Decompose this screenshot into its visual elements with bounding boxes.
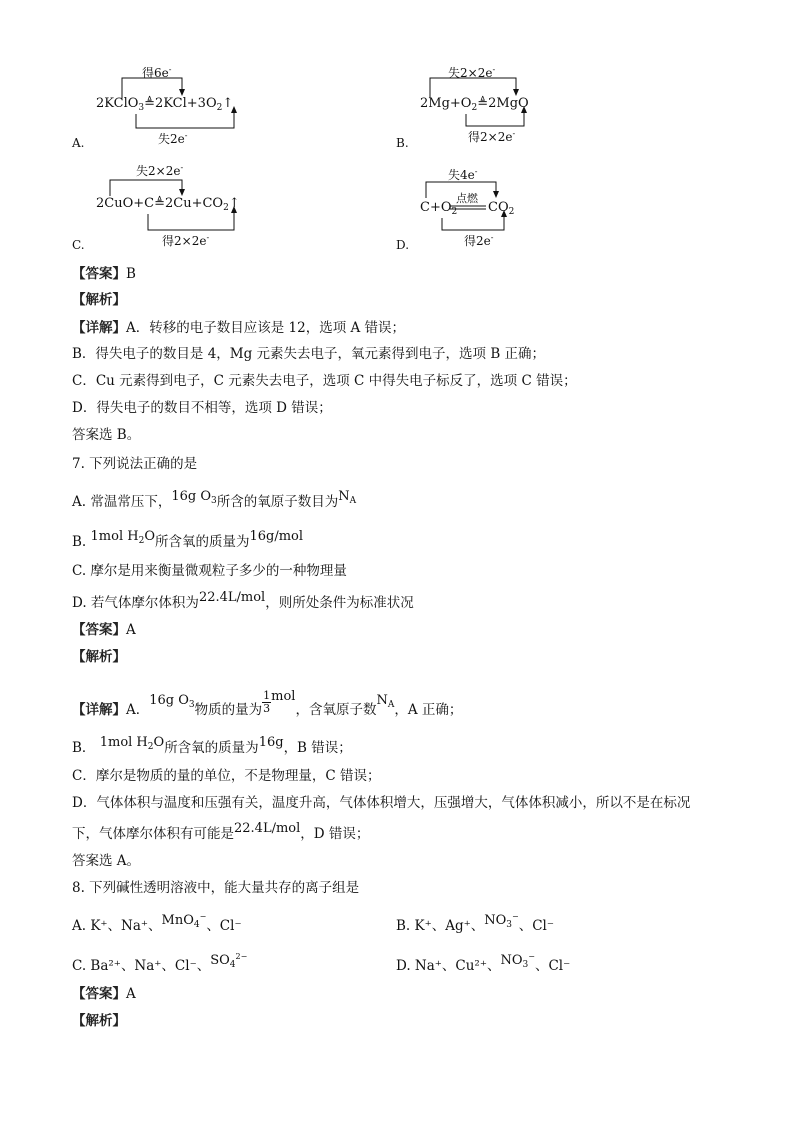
q7-answer: 【答案】A [72,622,136,638]
q7-detail-d-line1: D．气体体积与温度和压强有关，温度升高，气体体积增大，压强增大，气体体积减小，所以不是在标况 [72,795,691,811]
diagram-a-equation: $2KClO_3≜2KCl+3O_2↑$ [96,96,234,113]
q6-detail-a: 【详解】A．转移的电子数目应该是 12，选项 A 错误； [72,320,406,336]
q8-option-b: B. K⁺、Ag⁺、$NO_3^-$、Cl⁻ [396,912,554,934]
diagram-c-bottom-label: 得2×2e- [162,233,210,248]
diagram-d-reactants: $C+O_2$ [420,200,458,217]
q6-analysis-tag: 【解析】 [72,292,126,308]
q7-stem: 7. 下列说法正确的是 [72,456,198,472]
diagram-b-equation: $2Mg+O_2≜2MgO$ [420,96,529,113]
diagram-a-top-label: 得6e- [142,65,172,80]
q6-answer: 【答案】B [72,266,136,282]
diagram-a-bottom-label: 失2e- [158,131,188,146]
q6-final: 答案选 B。 [72,427,141,443]
diagram-c-equation: $2CuO+C≜2Cu+CO_2↑$ [96,196,240,213]
diagram-b [420,62,620,152]
diagram-d-condition: 点燃 [456,192,478,205]
q7-analysis-tag: 【解析】 [72,649,126,665]
q8-answer: 【答案】A [72,986,136,1002]
diagram-a [96,62,296,152]
diagram-a-option: A. [72,136,85,150]
q7-option-b: B. 1mol $H_2O$所含氧的质量为16g/mol [72,529,304,550]
q7-final: 答案选 A。 [72,853,141,869]
q7-detail-a: 【详解】A．16g $O_3$物质的量为 $\frac{1}{3}$ mol，含氧原子数$N_A$，A 正确； [72,689,463,718]
q7-detail-b: B． 1mol $H_2O$所含氧的质量为16g，B 错误； [72,735,352,756]
q7-option-a: A. 常温常压下，16g $O_3$所含的氧原子数目为$N_A$ [72,489,357,510]
q8-option-c: C. Ba²⁺、Na⁺、Cl⁻、$SO_4^{2-}$ [72,952,248,974]
diagram-b-bottom-label: 得2×2e- [468,129,516,144]
q7-detail-c: C．摩尔是物质的量的单位，不是物理量，C 错误； [72,768,381,784]
diagram-d [420,166,620,256]
q6-detail-c: C．Cu 元素得到电子，C 元素失去电子，选项 C 中得失电子标反了，选项 C 错误； [72,373,577,389]
q6-detail-d: D．得失电子的数目不相等，选项 D 错误； [72,400,332,416]
q8-analysis-tag: 【解析】 [72,1013,126,1029]
diagram-d-option: D. [396,238,410,252]
diagram-d-product: $CO_2$ [488,200,515,217]
diagram-c-top-label: 失2×2e- [136,163,184,178]
q8-option-d: D. Na⁺、Cu²⁺、$NO_3^-$、Cl⁻ [396,952,571,974]
q7-detail-d-line2: 下，气体摩尔体积有可能是22.4L/mol，D 错误； [72,821,370,842]
q8-option-a: A. K⁺、Na⁺、MnO$_4$−、Cl⁻ [72,912,242,934]
q6-detail-b: B．得失电子的数目是 4，Mg 元素失去电子，氧元素得到电子，选项 B 正确； [72,346,546,362]
diagram-c [96,160,296,250]
q8-stem: 8. 下列碱性透明溶液中，能大量共存的离子组是 [72,880,360,896]
q7-option-d: D. 若气体摩尔体积为22.4L/mol，则所处条件为标准状况 [72,590,414,611]
diagram-d-bottom-label: 得2e- [464,233,494,248]
diagram-c-option: C. [72,238,85,252]
q7-option-c: C. 摩尔是用来衡量微观粒子多少的一种物理量 [72,563,347,579]
diagram-b-option: B. [396,136,409,150]
diagram-b-top-label: 失2×2e- [448,65,496,80]
diagram-d-top-label: 失4e- [448,167,478,182]
